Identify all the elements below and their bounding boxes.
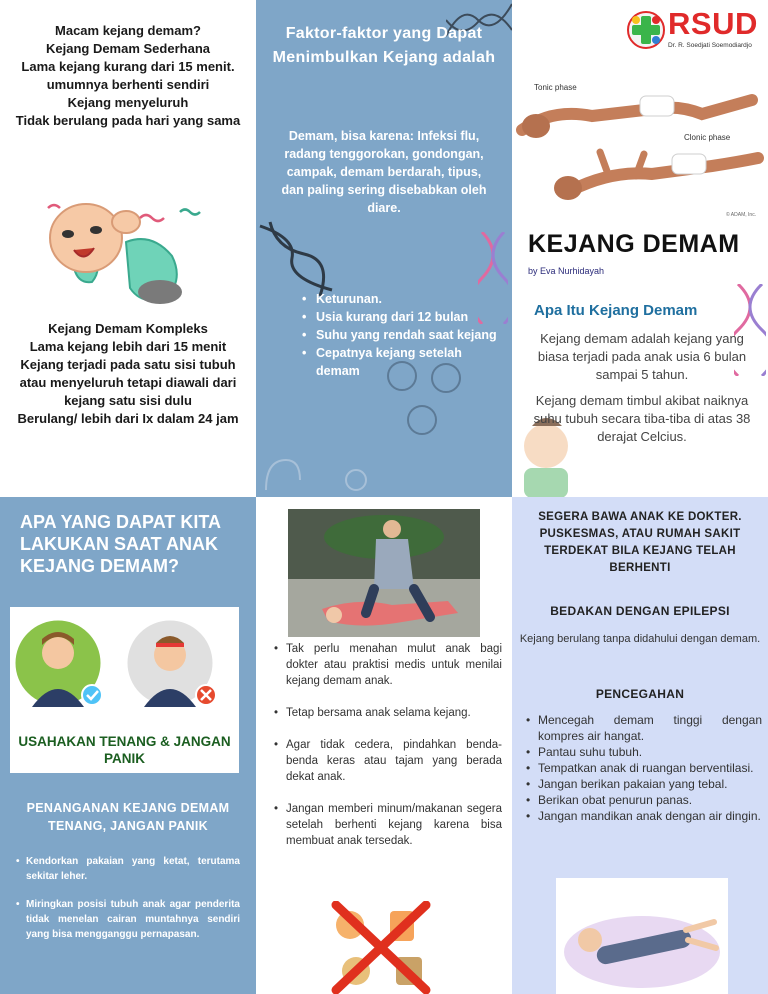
rsud-wordmark: RSUD — [668, 6, 758, 41]
image-credit: © ADAM, Inc. — [726, 212, 757, 218]
factors-title: Faktor-faktor yang Dapat Menimbulkan Kejang adalah — [272, 25, 496, 66]
list-item: • Miringkan posisi tubuh anak agar penderita tidak menelan cairan muntahnya sendiri yang bisa mengganggu pernapasan. — [16, 897, 240, 942]
panel-causing-factors — [256, 0, 512, 497]
fever-causes-text: Demam, bisa karena: Infeksi flu, radang tenggorokan, gondongan, campak, demam berdarah, tipus, dan paling sering disebabkan oleh diare. — [281, 129, 487, 215]
list-item: • Suhu yang rendah saat kejang — [298, 326, 498, 344]
tonic-phase-label: Tonic phase — [534, 83, 577, 92]
panel-fever-seizure-types — [0, 0, 256, 497]
hospital-name: Dr. R. Soedjati Soemodiardjo — [668, 42, 752, 49]
panel-what-to-do — [0, 497, 256, 994]
risk-factor-list — [298, 290, 498, 380]
list-item: • Tetap bersama anak selama kejang. — [274, 705, 502, 721]
list-item: • Jangan berikan pakaian yang tebal. — [526, 776, 762, 792]
hospital-emblem-icon — [626, 10, 666, 50]
author-byline: by Eva Nurhidayah — [528, 266, 605, 276]
simple-seizure-recurrence: Tidak berulang pada hari yang sama — [15, 113, 241, 128]
list-item: • Kendorkan pakaian yang ketat, terutama sekitar leher. — [16, 854, 240, 884]
stay-calm-card — [10, 607, 239, 773]
child-lying-illustration — [556, 878, 728, 994]
stethoscope-icon — [256, 440, 376, 497]
list-item: • Tak perlu menahan mulut anak bagi dokter atau praktisi medis untuk menilai kejang demam anak. — [274, 641, 502, 689]
list-item: • Mencegah demam tinggi dengan kompres air hangat. — [526, 712, 762, 744]
rescuer-photo-illustration — [288, 509, 480, 637]
calm-vs-panic-illustration — [10, 607, 239, 727]
simple-seizure-scope: Kejang menyeluruh — [67, 95, 189, 110]
epilepsy-text: Kejang berulang tanpa didahului dengan demam. — [519, 633, 761, 645]
panel-cover — [512, 0, 768, 497]
complex-seizure-duration: Lama kejang lebih dari 15 menit — [29, 339, 227, 354]
panel-prevention — [512, 497, 768, 994]
tonic-clonic-phase-illustration — [512, 78, 768, 220]
list-item: • Usia kurang dari 12 bulan — [298, 308, 498, 326]
list-item: • Berikan obat penurun panas. — [526, 792, 762, 808]
list-item: • Tempatkan anak di ruangan berventilasi. — [526, 760, 762, 776]
list-item: • Keturunan. — [298, 290, 498, 308]
child-lying-drawing — [556, 878, 728, 994]
complex-seizure-recurrence: Berulang/ lebih dari Ix dalam 24 jam — [17, 411, 239, 426]
what-is-heading: Apa Itu Kejang Demam — [534, 302, 698, 319]
what-to-do-title: APA YANG DAPAT KITA LAKUKAN SAAT ANAK KEJANG DEMAM? — [20, 512, 221, 576]
first-aid-tip-list — [274, 641, 502, 865]
simple-seizure-heading: Kejang Demam Sederhana — [45, 41, 210, 56]
panel-first-aid-tips — [256, 497, 512, 994]
simple-seizure-duration: Lama kejang kurang dari 15 menit. umumnya berhenti sendiri — [21, 59, 235, 92]
question-line: Macam kejang demam? — [55, 23, 201, 38]
go-to-doctor-heading: SEGERA BAWA ANAK KE DOKTER. PUSKESMAS, ATAU RUMAH SAKIT TERDEKAT BILA KEJANG TELAH BERHENTI — [538, 511, 742, 574]
crying-baby-illustration — [44, 172, 212, 306]
list-item: • Jangan memberi minum/makanan segera setelah berhenti kejang karena bisa membuat anak tersedak. — [274, 801, 502, 849]
prevention-heading: PENCEGAHAN — [595, 687, 685, 701]
epilepsy-heading: BEDAKAN DENGAN EPILEPSI — [550, 604, 730, 618]
complex-seizure-text — [8, 320, 248, 428]
stay-calm-banner: USAHAKAN TENANG & JANGAN PANIK — [18, 734, 231, 766]
brochure-title: KEJANG DEMAM — [528, 230, 740, 258]
handling-step-list — [16, 854, 240, 955]
prevention-list — [526, 712, 762, 824]
no-food-drink-icon — [326, 901, 436, 994]
complex-seizure-scope: Kejang terjadi pada satu sisi tubuh atau menyeluruh tetapi diawali dari kejang satu sisi dulu — [19, 357, 237, 408]
handling-heading: PENANGANAN KEJANG DEMAM TENANG, JANGAN PANIK — [26, 801, 230, 833]
cause-text: Kejang demam timbul akibat naiknya suhu tubuh secara tiba-tiba di atas 38 derajat Celcius. — [533, 393, 751, 444]
clonic-phase-label: Clonic phase — [684, 133, 731, 142]
list-item: • Cepatnya kejang setelah demam — [298, 344, 498, 380]
definition-text: Kejang demam adalah kejang yang biasa terjadi pada anak usia 6 bulan sampai 5 tahun. — [537, 331, 747, 382]
simple-seizure-text — [8, 22, 248, 130]
list-item: • Pantau suhu tubuh. — [526, 744, 762, 760]
list-item: • Jangan mandikan anak dengan air dingin. — [526, 808, 762, 824]
rsud-logo — [626, 8, 760, 54]
list-item: • Agar tidak cedera, pindahkan benda-benda keras atau tajam yang berada dekat anak. — [274, 737, 502, 785]
complex-seizure-heading: Kejang Demam Kompleks — [48, 321, 208, 336]
first-aid-photo — [288, 509, 480, 637]
dna-helix-icon — [256, 218, 336, 298]
